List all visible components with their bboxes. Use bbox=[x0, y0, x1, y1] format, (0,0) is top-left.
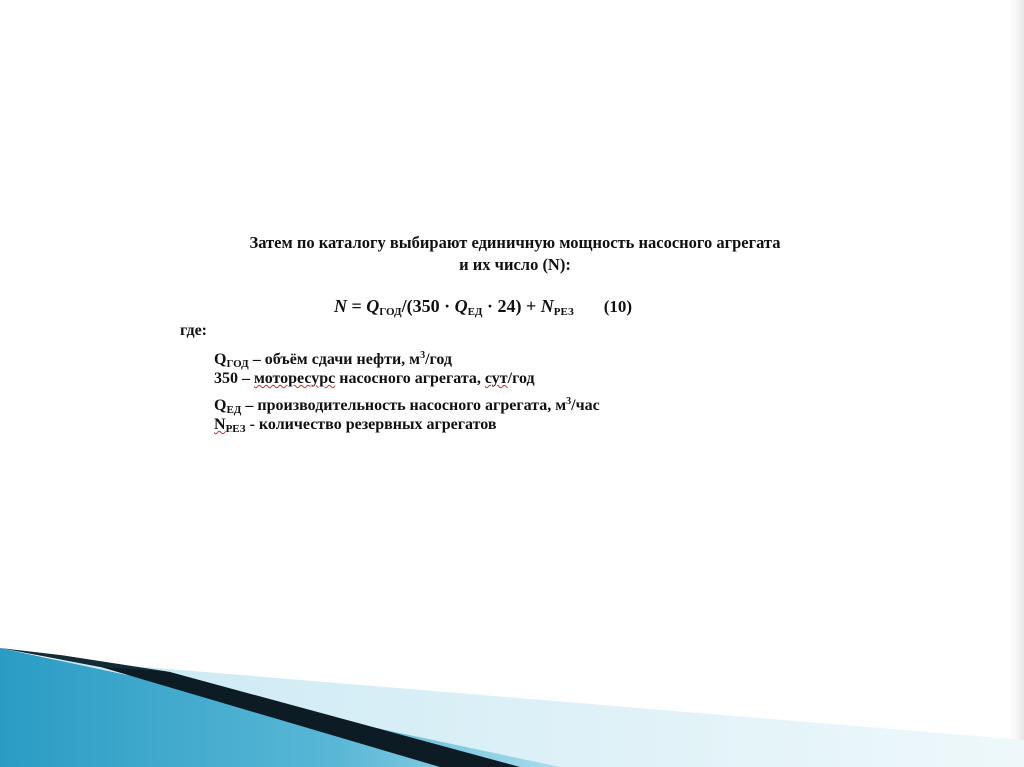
def-text: - количество резервных агрегатов bbox=[245, 416, 497, 433]
definition-q-god bbox=[214, 344, 600, 370]
formula-q-sub: ГОД bbox=[379, 306, 402, 318]
def-text: – объём сдачи нефти, м bbox=[248, 351, 421, 368]
definition-n-rez bbox=[214, 413, 600, 436]
formula-number: (10) bbox=[603, 297, 633, 316]
formula-q: Q bbox=[366, 296, 380, 316]
def-unit: /год bbox=[507, 370, 535, 387]
formula-n2-sub: РЕЗ bbox=[553, 306, 574, 318]
definition-350 bbox=[214, 367, 600, 390]
definitions-list bbox=[214, 344, 600, 436]
def-subscript: ГОД bbox=[226, 358, 249, 370]
formula-eq: = bbox=[347, 296, 367, 316]
def-spellcheck-word: сут bbox=[484, 370, 508, 387]
def-unit: /год bbox=[425, 351, 453, 368]
def-text: 350 – bbox=[214, 370, 254, 387]
where-label: где: bbox=[180, 322, 207, 339]
def-spellcheck-word: моторесурс bbox=[254, 370, 336, 387]
formula-slash: /(350 · bbox=[401, 296, 455, 316]
formula-close: · 24) + bbox=[482, 296, 541, 316]
formula-q2-sub: ЕД bbox=[467, 306, 483, 318]
heading-line-2: и их число (N): bbox=[459, 255, 571, 274]
heading-line-1: Затем по каталогу выбирают единичную мощность насосного агрегата bbox=[249, 233, 781, 252]
def-unit: /час bbox=[571, 397, 600, 414]
def-text: – производительность насосного агрегата, м bbox=[241, 397, 567, 414]
def-symbol: Q bbox=[214, 351, 227, 368]
formula bbox=[334, 296, 632, 318]
def-symbol-group bbox=[214, 416, 246, 433]
heading bbox=[170, 232, 860, 276]
def-superscript: 3 bbox=[566, 396, 572, 407]
def-subscript: РЕЗ bbox=[225, 423, 246, 435]
def-symbol: N bbox=[214, 416, 226, 433]
def-superscript: 3 bbox=[420, 350, 426, 361]
formula-n: N bbox=[334, 296, 347, 316]
formula-n2: N bbox=[540, 296, 554, 316]
formula-q2: Q bbox=[454, 296, 468, 316]
def-text: насосного агрегата, bbox=[335, 370, 485, 387]
def-symbol: Q bbox=[214, 397, 227, 414]
definition-q-ed bbox=[214, 390, 600, 416]
def-subscript: ЕД bbox=[226, 404, 242, 416]
